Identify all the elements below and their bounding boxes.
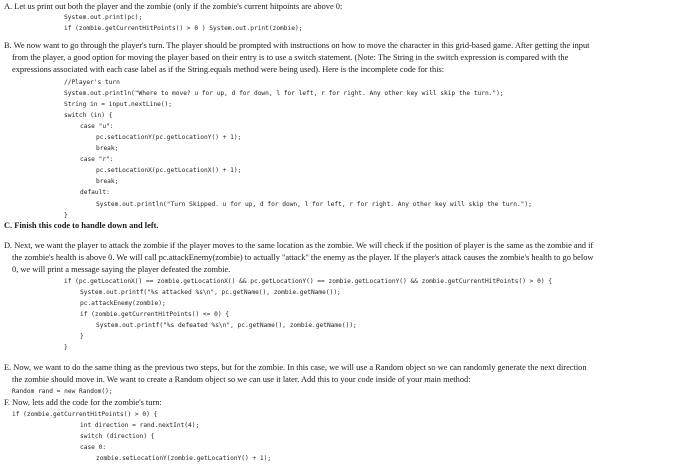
section-e-text-line: the zombie should move in. We want to create a Random object so we can use it later. Add this to your code inside of your main method:: [12, 375, 471, 384]
code-line: System.out.printf("%s defeated %s\n", pc.getName(), zombie.getName());: [96, 322, 357, 329]
code-line: case "u":: [80, 123, 114, 130]
code-line: if (zombie.getCurrentHitPoints() > 0 ) System.out.print(zombie);: [64, 25, 303, 32]
code-line: int direction = rand.nextInt(4);: [80, 422, 200, 429]
code-line: if (zombie.getCurrentHitPoints() <= 0) {: [80, 311, 230, 318]
code-line: //Player's turn: [64, 79, 120, 86]
code-line: if (pc.getLocationX() == zombie.getLocationX() && pc.getLocationY() == zombie.getLocationY() && zombie.getCurrentHitPoints() > 0) {: [64, 278, 552, 285]
section-d-text-line: 0, we will print a message saying the player defeated the zombie.: [12, 265, 231, 274]
code-line: pc.setLocationX(pc.getLocationX() + 1);: [96, 167, 242, 174]
code-line: }: [64, 344, 68, 351]
code-line: }: [64, 212, 68, 219]
section-d-text-line: D. Next, we want the player to attack the zombie if the player moves to the same location as the zombie. We will check if the position of player is the same as the zombie and if: [4, 241, 594, 250]
code-line: switch (direction) {: [80, 433, 155, 440]
section-b-text-line: expressions associated with each case label as if the String.equals method were being used). Here is the incomplete code for this:: [12, 65, 445, 74]
section-c-text: C. Finish this code to handle down and left.: [4, 221, 159, 230]
section-b-text-line: from the player, a good option for moving the player based on their entry is to use a switch statement. (Note: The String in the switch expression is compared with the: [12, 53, 569, 62]
code-line: pc.attackEnemy(zombie);: [80, 300, 166, 307]
code-line: System.out.printf("%s attacked %s\n", pc.getName(), zombie.getName());: [80, 289, 341, 296]
code-line: default:: [80, 189, 110, 196]
code-line: System.out.print(pc);: [64, 14, 143, 21]
code-line: System.out.println("Turn Skipped. u for up, d for down, l for left, r for right. Any other key will skip the turn.");: [96, 201, 532, 208]
code-line: System.out.println("Where to move? u for up, d for down, l for left, r for right. Any other key will skip the turn.");: [64, 90, 504, 97]
code-line: break;: [96, 145, 119, 152]
code-line: break;: [96, 178, 119, 185]
code-line: case "r":: [80, 156, 114, 163]
section-a-text: A. Let us print out both the player and the zombie (only if the zombie's current hitpoints are above 0:: [4, 2, 343, 11]
section-f-text: F. Now, lets add the code for the zombie's turn:: [4, 398, 162, 407]
code-line: switch (in) {: [64, 112, 113, 119]
code-line: zombie.setLocationY(zombie.getLocationY() + 1);: [96, 455, 272, 462]
section-d-text-line: the zombie's health is above 0. We will call pc.attackEnemy(zombie) to actually "attack" the enemy as the player. If the player's attack causes the zombie's health to go below: [12, 253, 594, 262]
section-b-text-line: B. We now want to go through the player's turn. The player should be prompted with instructions on how to move the character in this grid-based game. After getting the input: [4, 41, 590, 50]
code-line: if (zombie.getCurrentHitPoints() > 0) {: [12, 411, 158, 418]
code-line: }: [80, 333, 84, 340]
code-line: pc.setLocationY(pc.getLocationY() + 1);: [96, 134, 242, 141]
code-line: case 0:: [80, 444, 107, 451]
code-line: String in = input.nextLine();: [64, 101, 173, 108]
code-line: Random rand = new Random();: [12, 388, 113, 395]
section-e-text-line: E. Now, we want to do the same thing as the previous two steps, but for the zombie. In this case, we will use a Random object so we can randomly generate the next direction: [4, 363, 587, 372]
